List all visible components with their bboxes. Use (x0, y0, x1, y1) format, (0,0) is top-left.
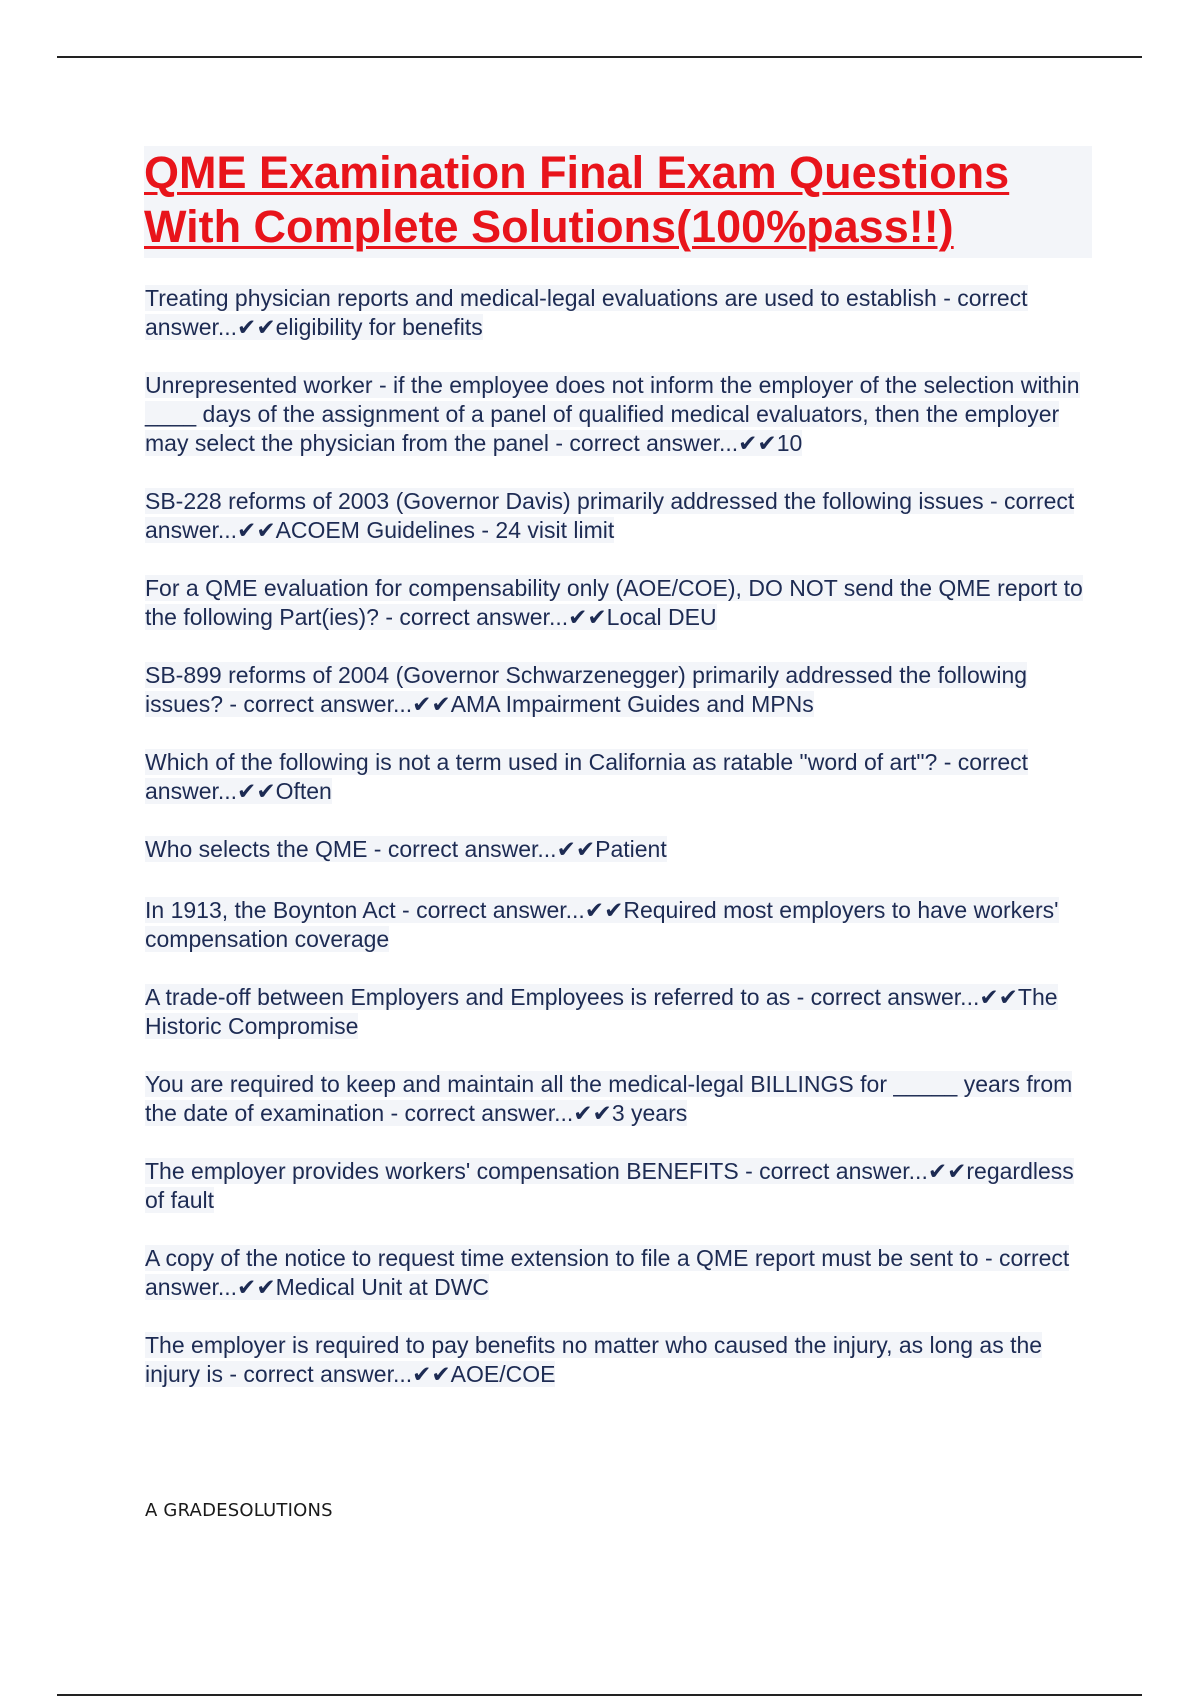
page-title (144, 146, 1092, 258)
qa-item (145, 574, 1095, 632)
qa-item (145, 983, 1095, 1041)
qa-item-text: You are required to keep and maintain all the medical-legal BILLINGS for _____ years from the date of examination - correct answer...✔✔3 years (145, 1071, 1073, 1126)
qa-item (145, 1070, 1095, 1128)
footer-brand: A GRADESOLUTIONS (145, 1500, 333, 1521)
qa-item (145, 1244, 1095, 1302)
qa-item (145, 284, 1095, 342)
qa-item-text: For a QME evaluation for compensability only (AOE/COE), DO NOT send the QME report to the following Part(ies)? - correct answer...✔✔Local DEU (145, 575, 1083, 630)
qa-item (145, 835, 1095, 864)
qa-item (145, 748, 1095, 806)
qa-item-text: A trade-off between Employers and Employees is referred to as - correct answer...✔✔The Historic Compromise (145, 984, 1058, 1039)
qa-item-text: The employer is required to pay benefits no matter who caused the injury, as long as the injury is - correct answer...✔✔AOE/COE (145, 1332, 1043, 1387)
qa-item (145, 371, 1095, 458)
qa-item (145, 1331, 1095, 1389)
bottom-rule (57, 1694, 1142, 1696)
title-line-2: With Complete Solutions(100%pass!!) (144, 201, 954, 252)
qa-item (145, 661, 1095, 719)
qa-item (145, 896, 1095, 954)
qa-item-text: In 1913, the Boynton Act - correct answer...✔✔Required most employers to have workers' compensation coverage (145, 897, 1059, 952)
top-rule (57, 56, 1142, 58)
qa-item-text: Treating physician reports and medical-legal evaluations are used to establish - correct answer...✔✔eligibility for benefits (145, 285, 1028, 340)
qa-item-text: A copy of the notice to request time extension to file a QME report must be sent to - correct answer...✔✔Medical Unit at DWC (145, 1245, 1070, 1300)
qa-item-text: Who selects the QME - correct answer...✔✔Patient (145, 836, 667, 862)
qa-item-text: SB-228 reforms of 2003 (Governor Davis) primarily addressed the following issues - correct answer...✔✔ACOEM Guidelines - 24 visit limit (145, 488, 1075, 543)
qa-item (145, 487, 1095, 545)
qa-item-text: Which of the following is not a term used in California as ratable "word of art"? - correct answer...✔✔Often (145, 749, 1029, 804)
qa-item (145, 1157, 1095, 1215)
qa-item-text: The employer provides workers' compensation BENEFITS - correct answer...✔✔regardless of fault (145, 1158, 1074, 1213)
qa-item-text: Unrepresented worker - if the employee does not inform the employer of the selection within ____ days of the assignment of a panel of qualified medical evaluators, then the employer may select the physician from the panel - correct answer...✔✔10 (145, 372, 1080, 456)
qa-item-text: SB-899 reforms of 2004 (Governor Schwarzenegger) primarily addressed the following issues? - correct answer...✔✔AMA Impairment Guides and MPNs (145, 662, 1028, 717)
title-line-1: QME Examination Final Exam Questions (144, 147, 1010, 198)
